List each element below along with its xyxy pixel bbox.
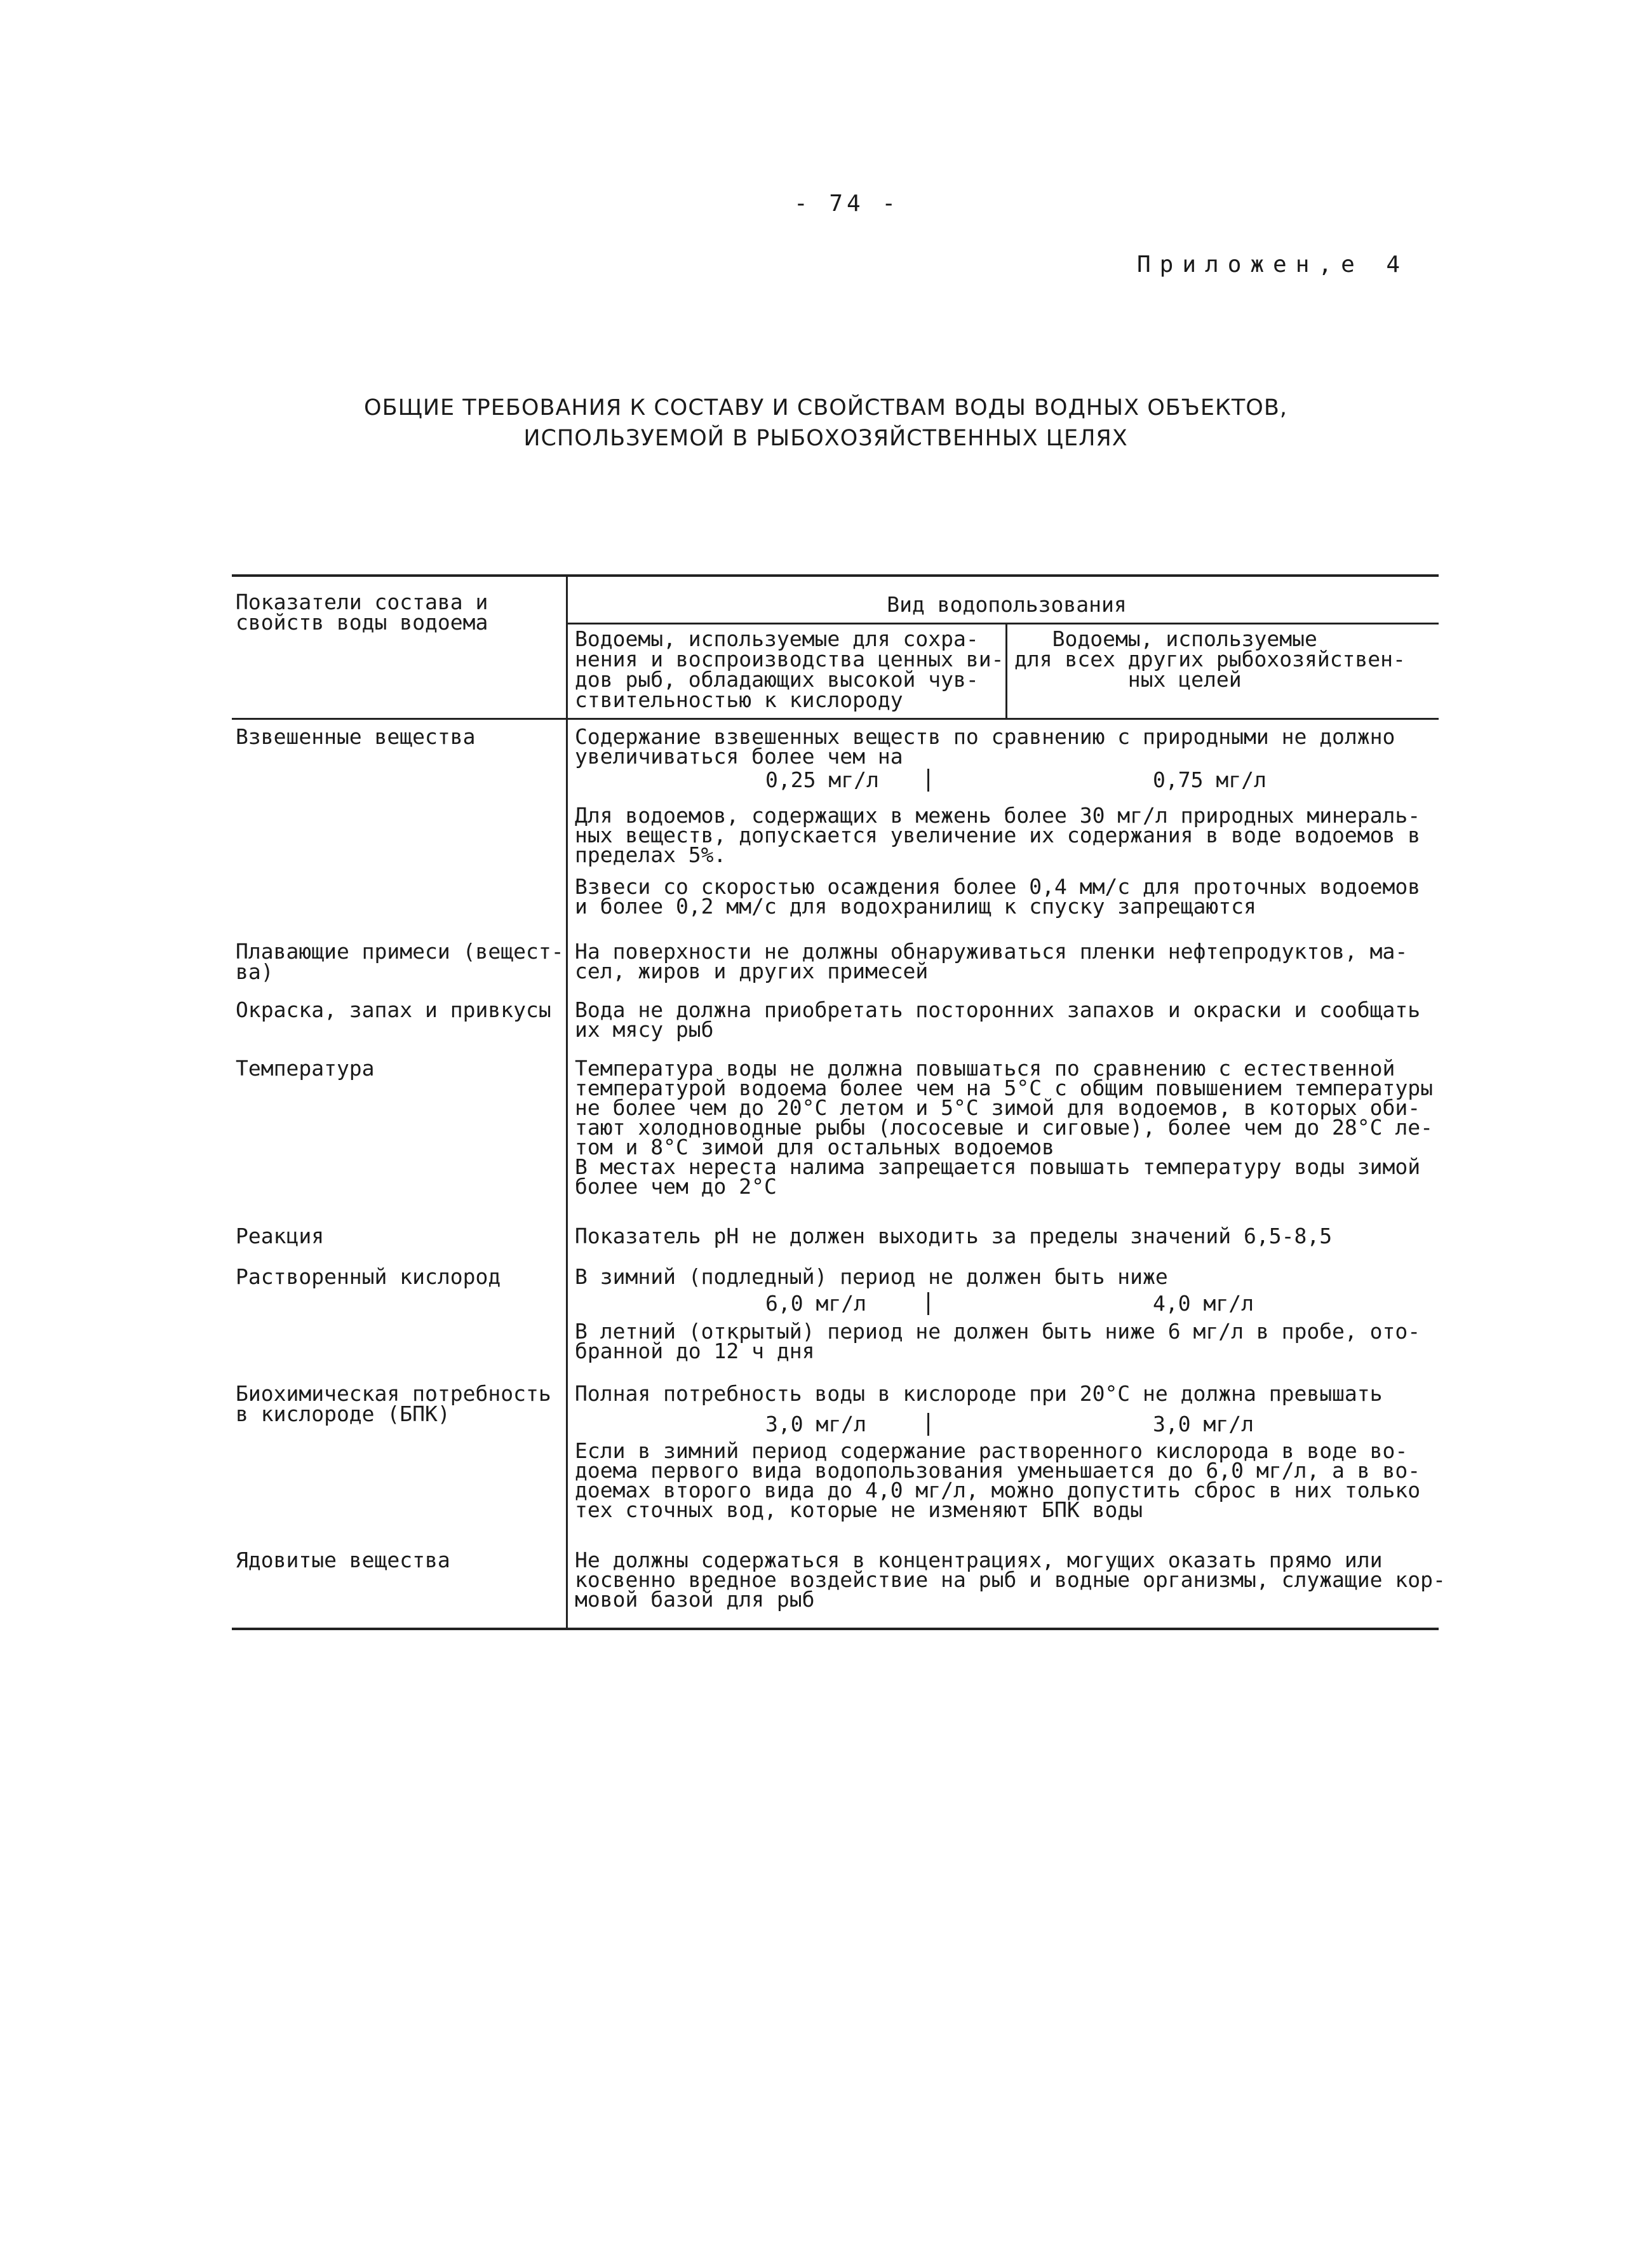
value-first-type: 0,25 мг/л [765, 767, 879, 792]
value-second-type: 0,75 мг/л [1153, 767, 1267, 792]
row-name-floating-impurities: Плавающие примеси (вещест- ва) [236, 939, 564, 984]
table-top-rule [232, 574, 1439, 577]
row-values [575, 767, 1401, 793]
row-name-color-odor-taste: Окраска, запах и привкусы [236, 997, 551, 1022]
header-valuable-fish-waters: Водоемы, используемые для сохра- нения и воспроизводства ценных ви- дов рыб, обладающих высокой чув- ствительностью к кислороду [575, 626, 1004, 712]
row-text: Для водоемов, содержащих в межень более 30 мг/л природных минераль- ных веществ, допускается увеличение их содержания в воде водоемов в пределах 5%. [575, 803, 1421, 867]
row-text: Содержание взвешенных веществ по сравнению с природными не должно увеличиваться более чем на [575, 724, 1395, 769]
row-text: Не должны содержаться в концентрациях, могущих оказать прямо или косвенно вредное воздействие на рыб и водные организмы, служащие кор- мовой базой для рыб [575, 1548, 1446, 1612]
value-second-type: 3,0 мг/л [1153, 1412, 1254, 1436]
row-name-toxic-substances: Ядовитые вещества [236, 1548, 450, 1572]
title-line-2: ИСПОЛЬЗУЕМОЙ В РЫБОХОЗЯЙСТВЕННЫХ ЦЕЛЯХ [523, 426, 1128, 451]
header-water-use-type: Вид водопользования [887, 592, 1127, 617]
page-number: - 74 - [794, 191, 900, 217]
document-title [356, 393, 1296, 454]
row-text: Если в зимний период содержание растворенного кислорода в воде во- доема первого вида водопользования уменьшается до 6,0 мг/л, а в во- доемах второго вида до 4,0 мг/л, можно допустить сброс в них только тех сточных вод, которые не изменяют БПК воды [575, 1438, 1421, 1522]
header-subdivider [566, 623, 1439, 624]
value-separator [927, 769, 929, 792]
row-text: В зимний (подледный) период не должен быть ниже [575, 1264, 1168, 1289]
row-text: Показатель pH не должен выходить за пределы значений 6,5-8,5 [575, 1224, 1333, 1248]
value-separator [927, 1413, 929, 1436]
value-first-type: 6,0 мг/л [765, 1291, 866, 1316]
value-second-type: 4,0 мг/л [1153, 1291, 1254, 1316]
header-indicators: Показатели состава и свойств воды водоема [236, 590, 488, 635]
appendix-label: Приложен,е 4 [1137, 252, 1409, 278]
row-text: В летний (открытый) период не должен быть ниже 6 мг/л в пробе, ото- бранной до 12 ч дня [575, 1319, 1421, 1363]
row-name-suspended-matter: Взвешенные вещества [236, 724, 476, 749]
table-bottom-rule [232, 1628, 1439, 1630]
value-first-type: 3,0 мг/л [765, 1412, 866, 1436]
header-subcolumn-divider [1005, 623, 1007, 719]
row-name-bod: Биохимическая потребность в кислороде (БПК) [236, 1381, 551, 1426]
header-bottom-rule [232, 718, 1439, 720]
row-text: Температура воды не должна повышаться по сравнению с естественной температурой водоема более чем на 5°С с общим повышением температуры не более чем до 20°С летом и 5°С зимой для водоемов, в которых оби- тают холодноводные рыбы (лососевые и сиговые), более чем до 28°С ле- том и 8°С зимой для остальных водоемов В местах нереста налима запрещается повышать температуру воды зимой более чем до 2°С [575, 1056, 1434, 1199]
row-name-temperature: Температура [236, 1056, 375, 1081]
title-line-1: ОБЩИЕ ТРЕБОВАНИЯ К СОСТАВУ И СВОЙСТВАМ ВОДЫ ВОДНЫХ ОБЪЕКТОВ, [364, 395, 1287, 421]
row-values [575, 1291, 1401, 1316]
row-text: На поверхности не должны обнаруживаться пленки нефтепродуктов, ма- сел, жиров и других примесей [575, 939, 1408, 983]
column-divider [566, 574, 568, 1630]
row-name-reaction: Реакция [236, 1224, 325, 1248]
row-text: Вода не должна приобретать посторонних запахов и окраски и сообщать их мясу рыб [575, 997, 1421, 1042]
header-other-fishery-waters: Водоемы, используемые для всех других рыбохозяйствен- ных целей [1014, 626, 1406, 692]
row-text: Полная потребность воды в кислороде при 20°С не должна превышать [575, 1381, 1383, 1406]
row-values [575, 1412, 1401, 1437]
value-separator [927, 1292, 929, 1315]
row-name-dissolved-oxygen: Растворенный кислород [236, 1264, 501, 1289]
row-text: Взвеси со скоростью осаждения более 0,4 мм/с для проточных водоемов и более 0,2 мм/с для водохранилищ к спуску запрещаются [575, 874, 1421, 919]
